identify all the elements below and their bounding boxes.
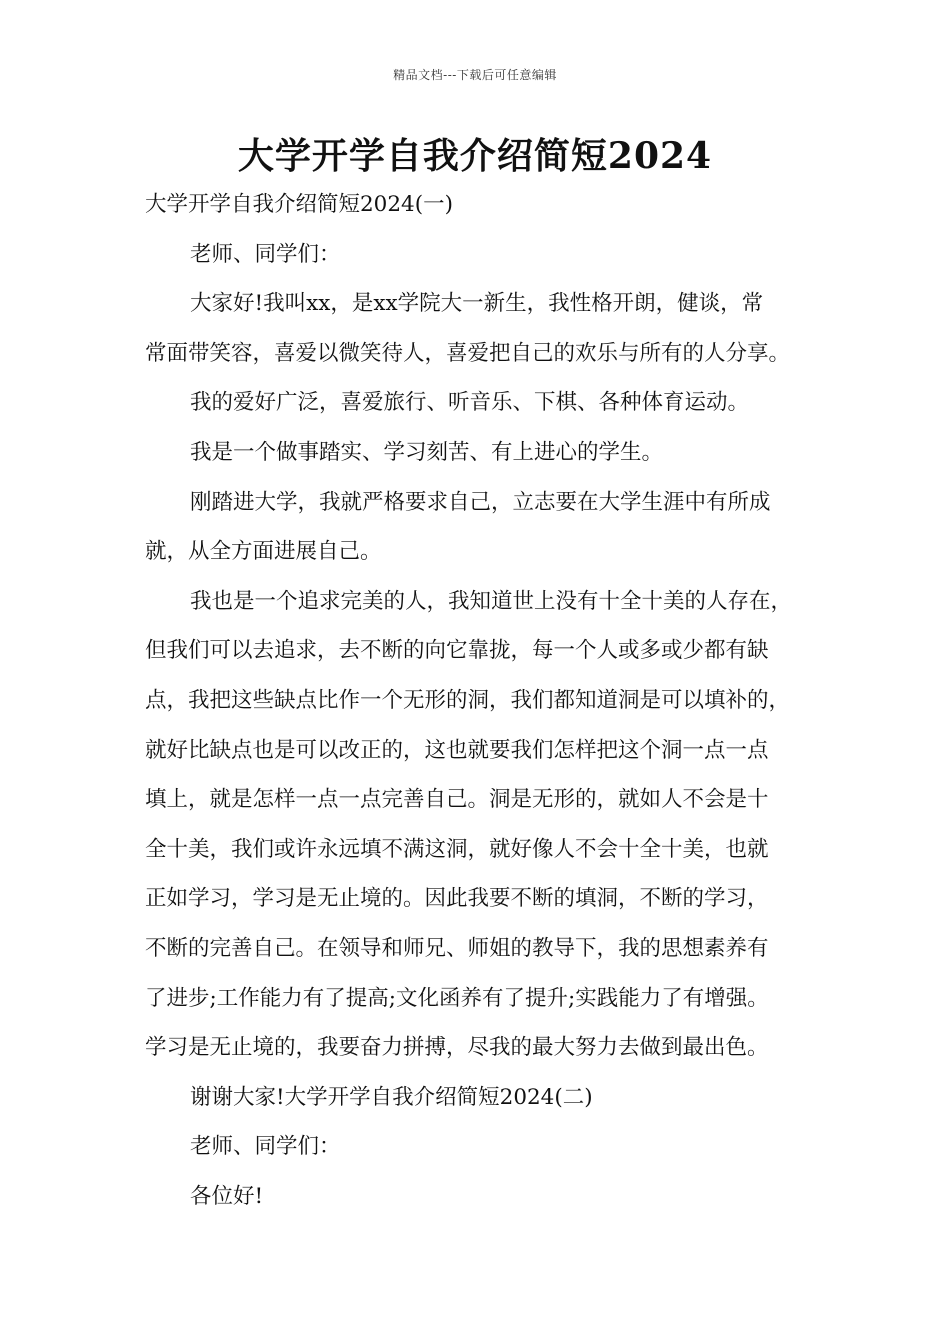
section-heading-1: 大学开学自我介绍简短2024(一): [145, 192, 453, 217]
paragraph-line: 我也是一个追求完美的人，我知道世上没有十全十美的人存在，: [190, 588, 793, 614]
paragraph-line: 我是一个做事踏实、学习刻苦、有上进心的学生。: [190, 439, 664, 465]
paragraph-line: 刚踏进大学，我就严格要求自己，立志要在大学生涯中有所成: [190, 489, 771, 515]
paragraph-line: 了进步;工作能力有了提高;文化函养有了提升;实践能力了有增强。: [145, 985, 769, 1011]
paragraph-line: 正如学习，学习是无止境的。因此我要不断的填洞，不断的学习，: [145, 886, 769, 912]
paragraph-line: 老师、同学们：: [190, 1134, 341, 1160]
document-title: 大学开学自我介绍简短2024: [237, 135, 713, 177]
paragraph-line: 我的爱好广泛，喜爱旅行、听音乐、下棋、各种体育运动。: [190, 390, 750, 416]
paragraph-line: 就好比缺点也是可以改正的，这也就要我们怎样把这个洞一点一点: [145, 737, 769, 763]
paragraph-line: 填上，就是怎样一点一点完善自己。洞是无形的，就如人不会是十: [145, 787, 769, 813]
paragraph-line: 谢谢大家!大学开学自我介绍简短2024(二): [190, 1084, 593, 1110]
paragraph-line: 不断的完善自己。在领导和师兄、师姐的教导下，我的思想素养有: [145, 935, 769, 961]
paragraph-line: 但我们可以去追求，去不断的向它靠拢，每一个人或多或少都有缺: [145, 638, 769, 664]
paragraph-line: 各位好!: [190, 1183, 264, 1209]
paragraph-line: 老师、同学们：: [190, 241, 341, 267]
paragraph-line: 全十美，我们或许永远填不满这洞，就好像人不会十全十美，也就: [145, 836, 769, 862]
page-header: 精品文档---下载后可任意编辑: [393, 68, 557, 82]
paragraph-line: 常面带笑容，喜爱以微笑待人，喜爱把自己的欢乐与所有的人分享。: [145, 340, 791, 366]
document-body: [145, 180, 821, 1221]
paragraph-line: 学习是无止境的，我要奋力拼搏，尽我的最大努力去做到最出色。: [145, 1035, 769, 1061]
paragraph-line: 大家好!我叫xx，是xx学院大一新生，我性格开朗，健谈，常: [190, 291, 764, 317]
paragraph-line: 就，从全方面进展自己。: [145, 539, 382, 565]
paragraph-line: 点，我把这些缺点比作一个无形的洞，我们都知道洞是可以填补的，: [145, 687, 791, 713]
